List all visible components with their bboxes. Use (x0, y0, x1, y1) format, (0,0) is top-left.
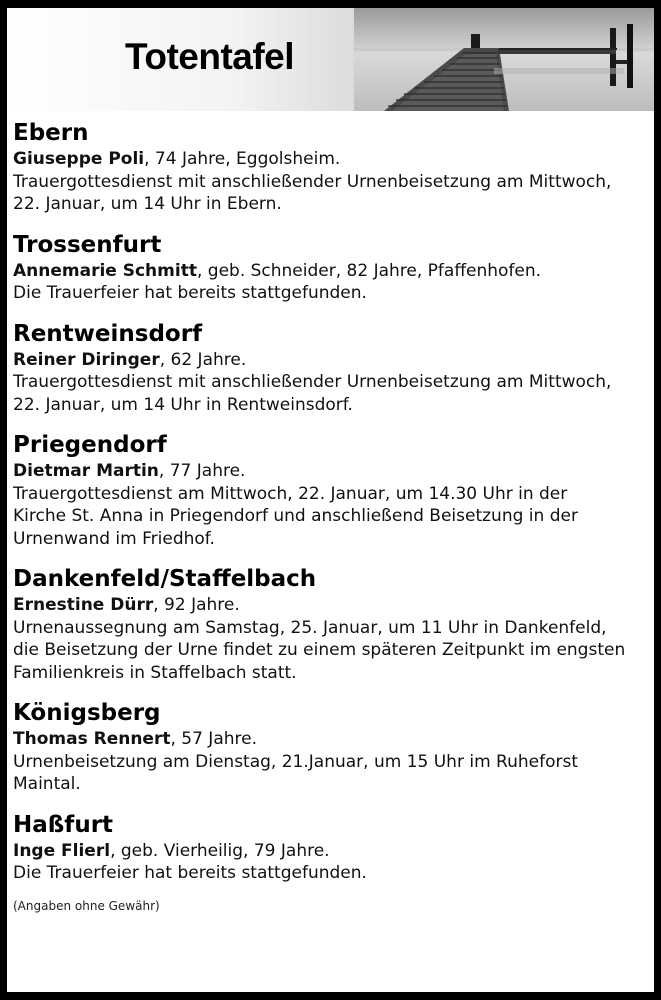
person-line (13, 840, 643, 863)
service-text: Trauergottesdienst mit anschließender Urnenbeisetzung am Mittwoch, (13, 171, 612, 192)
town-heading: Trossenfurt (13, 231, 162, 258)
service-text: Maintal. (13, 774, 81, 794)
obituary-entry (13, 430, 643, 550)
person-name: Annemarie Schmitt (13, 260, 197, 281)
obituary-entry (13, 698, 643, 796)
obituary-list (13, 118, 643, 913)
service-text: 22. Januar, um 14 Uhr in Ebern. (13, 194, 282, 214)
town-heading: Priegendorf (13, 432, 167, 458)
service-text: Die Trauerfeier hat bereits stattgefunden. (13, 863, 367, 883)
person-details: , geb. Vierheilig, 79 Jahre. (110, 840, 330, 861)
obituary-entry (13, 564, 643, 684)
service-text: die Beisetzung der Urne findet zu einem späteren Zeitpunkt im engsten (13, 640, 626, 660)
town-heading: Ebern (13, 120, 89, 146)
service-text: Urnenaussegnung am Samstag, 25. Januar, um 11 Uhr in Dankenfeld, (13, 617, 607, 638)
person-details: , 62 Jahre. (159, 349, 247, 370)
town-heading: Königsberg (13, 700, 161, 726)
obituary-entry (13, 230, 643, 305)
town-heading: Haßfurt (13, 811, 114, 838)
pier-photo (354, 8, 654, 111)
person-details: , 57 Jahre. (170, 729, 257, 749)
person-details: , 74 Jahre, Eggolsheim. (144, 149, 341, 169)
person-line (13, 148, 643, 171)
person-details: , geb. Schneider, 82 Jahre, Pfaffenhofen. (196, 260, 542, 281)
person-name: Dietmar Martin (13, 461, 159, 481)
person-line (13, 260, 643, 283)
service-text: Trauergottesdienst mit anschließender Urnenbeisetzung am Mittwoch, (13, 372, 612, 392)
town-heading: Rentweinsdorf (13, 320, 203, 347)
page-title: Totentafel (125, 36, 295, 77)
person-line (13, 460, 643, 483)
service-text: Urnenbeisetzung am Dienstag, 21.Januar, um 15 Uhr im Ruheforst (13, 751, 578, 772)
service-text: Die Trauerfeier hat bereits stattgefunden. (13, 283, 367, 303)
obituary-entry (13, 118, 643, 216)
person-name: Ernestine Dürr (13, 595, 154, 615)
person-name: Reiner Diringer (13, 349, 160, 370)
header-banner (7, 8, 654, 111)
person-details: , 77 Jahre. (158, 461, 246, 481)
obituary-entry (13, 319, 643, 417)
service-text: Kirche St. Anna in Priegendorf und anschließend Beisetzung in der (13, 506, 578, 526)
service-text: 22. Januar, um 14 Uhr in Rentweinsdorf. (13, 394, 353, 415)
town-heading: Dankenfeld/Staffelbach (13, 566, 317, 592)
person-name: Inge Flierl (13, 840, 111, 861)
person-name: Thomas Rennert (13, 729, 171, 749)
service-text: Familienkreis in Staffelbach statt. (13, 662, 297, 683)
person-details: , 92 Jahre. (153, 595, 240, 615)
person-name: Giuseppe Poli (13, 149, 145, 169)
obituary-entry (13, 810, 643, 885)
person-line (13, 349, 643, 372)
obituary-panel (7, 8, 654, 992)
service-text: Urnenwand im Friedhof. (13, 528, 215, 549)
person-line (13, 594, 643, 617)
disclaimer: (Angaben ohne Gewähr) (13, 898, 160, 913)
service-text: Trauergottesdienst am Mittwoch, 22. Januar, um 14.30 Uhr in der (13, 483, 568, 504)
person-line (13, 728, 643, 751)
